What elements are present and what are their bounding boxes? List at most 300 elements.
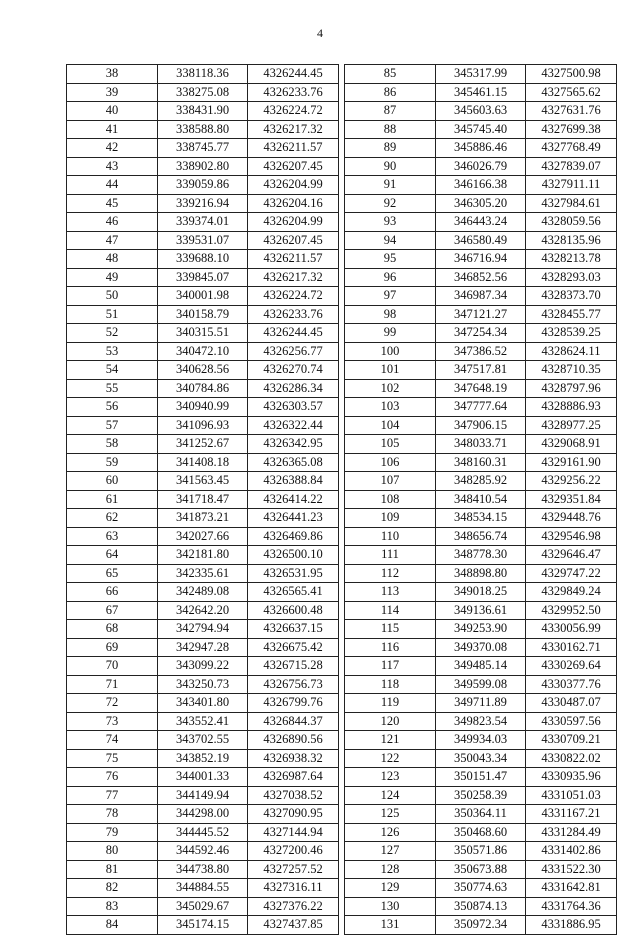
y-coordinate-cell: 4328539.25 <box>526 324 617 343</box>
y-coordinate-cell: 4328624.11 <box>526 342 617 361</box>
point-number-cell: 111 <box>345 546 436 565</box>
point-number-cell: 116 <box>345 638 436 657</box>
x-coordinate-cell: 341718.47 <box>158 490 248 509</box>
x-coordinate-cell: 350043.34 <box>436 749 526 768</box>
point-number-cell: 47 <box>67 231 158 250</box>
y-coordinate-cell: 4327911.11 <box>526 176 617 195</box>
table-row <box>345 601 617 620</box>
point-number-cell: 78 <box>67 805 158 824</box>
y-coordinate-cell: 4326204.99 <box>248 176 339 195</box>
y-coordinate-cell: 4329448.76 <box>526 509 617 528</box>
coordinate-tables <box>66 64 616 931</box>
x-coordinate-cell: 349485.14 <box>436 657 526 676</box>
x-coordinate-cell: 343552.41 <box>158 712 248 731</box>
point-number-cell: 100 <box>345 342 436 361</box>
point-number-cell: 53 <box>67 342 158 361</box>
x-coordinate-cell: 347386.52 <box>436 342 526 361</box>
x-coordinate-cell: 343250.73 <box>158 675 248 694</box>
x-coordinate-cell: 338902.80 <box>158 157 248 176</box>
x-coordinate-cell: 339374.01 <box>158 213 248 232</box>
y-coordinate-cell: 4331051.03 <box>526 786 617 805</box>
x-coordinate-cell: 350774.63 <box>436 879 526 898</box>
point-number-cell: 114 <box>345 601 436 620</box>
table-row <box>67 564 339 583</box>
y-coordinate-cell: 4326224.72 <box>248 102 339 121</box>
table-row <box>345 213 617 232</box>
table-row <box>67 638 339 657</box>
y-coordinate-cell: 4330162.71 <box>526 638 617 657</box>
y-coordinate-cell: 4326469.86 <box>248 527 339 546</box>
y-coordinate-cell: 4326365.08 <box>248 453 339 472</box>
table-row <box>67 823 339 842</box>
x-coordinate-cell: 348656.74 <box>436 527 526 546</box>
x-coordinate-cell: 345174.15 <box>158 916 248 935</box>
y-coordinate-cell: 4326890.56 <box>248 731 339 750</box>
x-coordinate-cell: 339688.10 <box>158 250 248 269</box>
x-coordinate-cell: 345029.67 <box>158 897 248 916</box>
table-row <box>345 324 617 343</box>
y-coordinate-cell: 4331522.30 <box>526 860 617 879</box>
y-coordinate-cell: 4331167.21 <box>526 805 617 824</box>
table-row <box>345 231 617 250</box>
x-coordinate-cell: 346987.34 <box>436 287 526 306</box>
x-coordinate-cell: 344884.55 <box>158 879 248 898</box>
x-coordinate-cell: 350364.11 <box>436 805 526 824</box>
y-coordinate-cell: 4326270.74 <box>248 361 339 380</box>
table-row <box>345 157 617 176</box>
table-row <box>67 620 339 639</box>
table-row <box>67 65 339 84</box>
x-coordinate-cell: 348285.92 <box>436 472 526 491</box>
x-coordinate-cell: 344592.46 <box>158 842 248 861</box>
table-row <box>67 657 339 676</box>
point-number-cell: 115 <box>345 620 436 639</box>
x-coordinate-cell: 338275.08 <box>158 83 248 102</box>
x-coordinate-cell: 349934.03 <box>436 731 526 750</box>
table-row <box>67 731 339 750</box>
x-coordinate-cell: 341096.93 <box>158 416 248 435</box>
y-coordinate-cell: 4326756.73 <box>248 675 339 694</box>
x-coordinate-cell: 341873.21 <box>158 509 248 528</box>
table-row <box>67 213 339 232</box>
point-number-cell: 102 <box>345 379 436 398</box>
table-row <box>345 897 617 916</box>
x-coordinate-cell: 346852.56 <box>436 268 526 287</box>
table-row <box>345 435 617 454</box>
x-coordinate-cell: 349253.90 <box>436 620 526 639</box>
x-coordinate-cell: 348898.80 <box>436 564 526 583</box>
point-number-cell: 110 <box>345 527 436 546</box>
y-coordinate-cell: 4328797.96 <box>526 379 617 398</box>
x-coordinate-cell: 346716.94 <box>436 250 526 269</box>
point-number-cell: 64 <box>67 546 158 565</box>
point-number-cell: 130 <box>345 897 436 916</box>
y-coordinate-cell: 4331284.49 <box>526 823 617 842</box>
table-row <box>67 527 339 546</box>
point-number-cell: 81 <box>67 860 158 879</box>
coordinates-table-right <box>344 64 617 935</box>
point-number-cell: 125 <box>345 805 436 824</box>
x-coordinate-cell: 345745.40 <box>436 120 526 139</box>
y-coordinate-cell: 4328213.78 <box>526 250 617 269</box>
table-row <box>345 379 617 398</box>
y-coordinate-cell: 4326207.45 <box>248 231 339 250</box>
table-row <box>67 786 339 805</box>
point-number-cell: 126 <box>345 823 436 842</box>
y-coordinate-cell: 4329068.91 <box>526 435 617 454</box>
y-coordinate-cell: 4326500.10 <box>248 546 339 565</box>
point-number-cell: 60 <box>67 472 158 491</box>
point-number-cell: 76 <box>67 768 158 787</box>
x-coordinate-cell: 341252.67 <box>158 435 248 454</box>
table-row <box>345 342 617 361</box>
table-row <box>67 768 339 787</box>
point-number-cell: 58 <box>67 435 158 454</box>
y-coordinate-cell: 4327437.85 <box>248 916 339 935</box>
table-row <box>345 268 617 287</box>
x-coordinate-cell: 349599.08 <box>436 675 526 694</box>
x-coordinate-cell: 342947.28 <box>158 638 248 657</box>
point-number-cell: 66 <box>67 583 158 602</box>
x-coordinate-cell: 346166.38 <box>436 176 526 195</box>
point-number-cell: 84 <box>67 916 158 935</box>
table-row <box>345 675 617 694</box>
y-coordinate-cell: 4326342.95 <box>248 435 339 454</box>
y-coordinate-cell: 4327200.46 <box>248 842 339 861</box>
x-coordinate-cell: 349018.25 <box>436 583 526 602</box>
y-coordinate-cell: 4328886.93 <box>526 398 617 417</box>
point-number-cell: 49 <box>67 268 158 287</box>
table-row <box>345 83 617 102</box>
table-row <box>345 176 617 195</box>
point-number-cell: 77 <box>67 786 158 805</box>
point-number-cell: 48 <box>67 250 158 269</box>
table-row <box>345 416 617 435</box>
point-number-cell: 82 <box>67 879 158 898</box>
x-coordinate-cell: 344445.52 <box>158 823 248 842</box>
y-coordinate-cell: 4330487.07 <box>526 694 617 713</box>
point-number-cell: 122 <box>345 749 436 768</box>
y-coordinate-cell: 4330269.64 <box>526 657 617 676</box>
y-coordinate-cell: 4327565.62 <box>526 83 617 102</box>
table-row <box>345 564 617 583</box>
point-number-cell: 92 <box>345 194 436 213</box>
point-number-cell: 90 <box>345 157 436 176</box>
y-coordinate-cell: 4326217.32 <box>248 120 339 139</box>
y-coordinate-cell: 4331402.86 <box>526 842 617 861</box>
point-number-cell: 75 <box>67 749 158 768</box>
y-coordinate-cell: 4327699.38 <box>526 120 617 139</box>
y-coordinate-cell: 4327257.52 <box>248 860 339 879</box>
table-row <box>345 731 617 750</box>
table-row <box>67 860 339 879</box>
table-row <box>67 324 339 343</box>
point-number-cell: 112 <box>345 564 436 583</box>
x-coordinate-cell: 343401.80 <box>158 694 248 713</box>
table-row <box>345 768 617 787</box>
page-number: 4 <box>317 26 323 40</box>
y-coordinate-cell: 4330935.96 <box>526 768 617 787</box>
point-number-cell: 68 <box>67 620 158 639</box>
point-number-cell: 118 <box>345 675 436 694</box>
x-coordinate-cell: 342335.61 <box>158 564 248 583</box>
table-row <box>345 305 617 324</box>
table-row <box>67 305 339 324</box>
table-row <box>67 546 339 565</box>
x-coordinate-cell: 339216.94 <box>158 194 248 213</box>
table-row <box>345 823 617 842</box>
coordinates-table-left <box>66 64 339 935</box>
point-number-cell: 97 <box>345 287 436 306</box>
point-number-cell: 113 <box>345 583 436 602</box>
point-number-cell: 103 <box>345 398 436 417</box>
y-coordinate-cell: 4327144.94 <box>248 823 339 842</box>
point-number-cell: 120 <box>345 712 436 731</box>
y-coordinate-cell: 4326388.84 <box>248 472 339 491</box>
y-coordinate-cell: 4326565.41 <box>248 583 339 602</box>
point-number-cell: 109 <box>345 509 436 528</box>
point-number-cell: 106 <box>345 453 436 472</box>
x-coordinate-cell: 350972.34 <box>436 916 526 935</box>
y-coordinate-cell: 4326207.45 <box>248 157 339 176</box>
y-coordinate-cell: 4326224.72 <box>248 287 339 306</box>
x-coordinate-cell: 348534.15 <box>436 509 526 528</box>
table-row <box>67 583 339 602</box>
table-row <box>345 250 617 269</box>
x-coordinate-cell: 343099.22 <box>158 657 248 676</box>
x-coordinate-cell: 344738.80 <box>158 860 248 879</box>
y-coordinate-cell: 4326322.44 <box>248 416 339 435</box>
point-number-cell: 67 <box>67 601 158 620</box>
point-number-cell: 57 <box>67 416 158 435</box>
y-coordinate-cell: 4329952.50 <box>526 601 617 620</box>
table-row <box>67 712 339 731</box>
point-number-cell: 124 <box>345 786 436 805</box>
x-coordinate-cell: 345461.15 <box>436 83 526 102</box>
y-coordinate-cell: 4329646.47 <box>526 546 617 565</box>
y-coordinate-cell: 4326286.34 <box>248 379 339 398</box>
x-coordinate-cell: 340158.79 <box>158 305 248 324</box>
y-coordinate-cell: 4329546.98 <box>526 527 617 546</box>
table-row <box>67 749 339 768</box>
x-coordinate-cell: 341408.18 <box>158 453 248 472</box>
point-number-cell: 50 <box>67 287 158 306</box>
point-number-cell: 56 <box>67 398 158 417</box>
table-row <box>67 139 339 158</box>
table-row <box>345 620 617 639</box>
y-coordinate-cell: 4330377.76 <box>526 675 617 694</box>
point-number-cell: 99 <box>345 324 436 343</box>
x-coordinate-cell: 342181.80 <box>158 546 248 565</box>
table-row <box>67 176 339 195</box>
x-coordinate-cell: 342642.20 <box>158 601 248 620</box>
table-row <box>345 860 617 879</box>
table-row <box>67 805 339 824</box>
y-coordinate-cell: 4326637.15 <box>248 620 339 639</box>
point-number-cell: 131 <box>345 916 436 935</box>
point-number-cell: 38 <box>67 65 158 84</box>
x-coordinate-cell: 340001.98 <box>158 287 248 306</box>
point-number-cell: 108 <box>345 490 436 509</box>
x-coordinate-cell: 345317.99 <box>436 65 526 84</box>
x-coordinate-cell: 340940.99 <box>158 398 248 417</box>
point-number-cell: 41 <box>67 120 158 139</box>
x-coordinate-cell: 347254.34 <box>436 324 526 343</box>
point-number-cell: 98 <box>345 305 436 324</box>
y-coordinate-cell: 4329747.22 <box>526 564 617 583</box>
y-coordinate-cell: 4326715.28 <box>248 657 339 676</box>
table-row <box>345 287 617 306</box>
x-coordinate-cell: 339845.07 <box>158 268 248 287</box>
table-row <box>345 139 617 158</box>
y-coordinate-cell: 4328373.70 <box>526 287 617 306</box>
point-number-cell: 43 <box>67 157 158 176</box>
y-coordinate-cell: 4327376.22 <box>248 897 339 916</box>
x-coordinate-cell: 338745.77 <box>158 139 248 158</box>
x-coordinate-cell: 349823.54 <box>436 712 526 731</box>
point-number-cell: 129 <box>345 879 436 898</box>
x-coordinate-cell: 347777.64 <box>436 398 526 417</box>
y-coordinate-cell: 4328710.35 <box>526 361 617 380</box>
table-row <box>345 749 617 768</box>
y-coordinate-cell: 4328135.96 <box>526 231 617 250</box>
table-row <box>67 453 339 472</box>
table-row <box>345 638 617 657</box>
y-coordinate-cell: 4327316.11 <box>248 879 339 898</box>
table-row <box>67 194 339 213</box>
x-coordinate-cell: 344298.00 <box>158 805 248 824</box>
point-number-cell: 54 <box>67 361 158 380</box>
point-number-cell: 52 <box>67 324 158 343</box>
point-number-cell: 96 <box>345 268 436 287</box>
table-row <box>345 102 617 121</box>
x-coordinate-cell: 346305.20 <box>436 194 526 213</box>
y-coordinate-cell: 4329256.22 <box>526 472 617 491</box>
x-coordinate-cell: 350874.13 <box>436 897 526 916</box>
point-number-cell: 73 <box>67 712 158 731</box>
y-coordinate-cell: 4327500.98 <box>526 65 617 84</box>
x-coordinate-cell: 344001.33 <box>158 768 248 787</box>
table-row <box>67 490 339 509</box>
point-number-cell: 45 <box>67 194 158 213</box>
point-number-cell: 72 <box>67 694 158 713</box>
y-coordinate-cell: 4326211.57 <box>248 250 339 269</box>
x-coordinate-cell: 339531.07 <box>158 231 248 250</box>
y-coordinate-cell: 4327038.52 <box>248 786 339 805</box>
table-row <box>67 398 339 417</box>
y-coordinate-cell: 4330597.56 <box>526 712 617 731</box>
table-row <box>67 268 339 287</box>
y-coordinate-cell: 4327984.61 <box>526 194 617 213</box>
y-coordinate-cell: 4326233.76 <box>248 83 339 102</box>
x-coordinate-cell: 344149.94 <box>158 786 248 805</box>
table-row <box>67 879 339 898</box>
y-coordinate-cell: 4326441.23 <box>248 509 339 528</box>
table-row <box>67 157 339 176</box>
table-row <box>345 712 617 731</box>
point-number-cell: 63 <box>67 527 158 546</box>
table-row <box>345 546 617 565</box>
y-coordinate-cell: 4330709.21 <box>526 731 617 750</box>
x-coordinate-cell: 343852.19 <box>158 749 248 768</box>
y-coordinate-cell: 4326303.57 <box>248 398 339 417</box>
point-number-cell: 83 <box>67 897 158 916</box>
x-coordinate-cell: 346026.79 <box>436 157 526 176</box>
y-coordinate-cell: 4326217.32 <box>248 268 339 287</box>
x-coordinate-cell: 346580.49 <box>436 231 526 250</box>
table-row <box>67 675 339 694</box>
y-coordinate-cell: 4326799.76 <box>248 694 339 713</box>
y-coordinate-cell: 4327631.76 <box>526 102 617 121</box>
x-coordinate-cell: 342794.94 <box>158 620 248 639</box>
point-number-cell: 85 <box>345 65 436 84</box>
table-row <box>67 435 339 454</box>
point-number-cell: 79 <box>67 823 158 842</box>
point-number-cell: 71 <box>67 675 158 694</box>
point-number-cell: 39 <box>67 83 158 102</box>
table-row <box>345 361 617 380</box>
x-coordinate-cell: 338588.80 <box>158 120 248 139</box>
y-coordinate-cell: 4327768.49 <box>526 139 617 158</box>
point-number-cell: 123 <box>345 768 436 787</box>
x-coordinate-cell: 348778.30 <box>436 546 526 565</box>
point-number-cell: 69 <box>67 638 158 657</box>
x-coordinate-cell: 338118.36 <box>158 65 248 84</box>
table-row <box>345 120 617 139</box>
x-coordinate-cell: 340628.56 <box>158 361 248 380</box>
point-number-cell: 74 <box>67 731 158 750</box>
table-row <box>67 120 339 139</box>
y-coordinate-cell: 4326211.57 <box>248 139 339 158</box>
y-coordinate-cell: 4326204.99 <box>248 213 339 232</box>
point-number-cell: 51 <box>67 305 158 324</box>
point-number-cell: 40 <box>67 102 158 121</box>
table-row <box>345 805 617 824</box>
table-row <box>67 916 339 935</box>
table-row <box>67 342 339 361</box>
point-number-cell: 55 <box>67 379 158 398</box>
point-number-cell: 95 <box>345 250 436 269</box>
y-coordinate-cell: 4328455.77 <box>526 305 617 324</box>
x-coordinate-cell: 350468.60 <box>436 823 526 842</box>
table-row <box>345 65 617 84</box>
point-number-cell: 87 <box>345 102 436 121</box>
x-coordinate-cell: 350258.39 <box>436 786 526 805</box>
point-number-cell: 42 <box>67 139 158 158</box>
table-row <box>345 694 617 713</box>
table-row <box>67 361 339 380</box>
y-coordinate-cell: 4327090.95 <box>248 805 339 824</box>
y-coordinate-cell: 4326414.22 <box>248 490 339 509</box>
y-coordinate-cell: 4326256.77 <box>248 342 339 361</box>
y-coordinate-cell: 4329849.24 <box>526 583 617 602</box>
y-coordinate-cell: 4331642.81 <box>526 879 617 898</box>
table-row <box>67 231 339 250</box>
point-number-cell: 119 <box>345 694 436 713</box>
point-number-cell: 91 <box>345 176 436 195</box>
table-row <box>345 398 617 417</box>
x-coordinate-cell: 339059.86 <box>158 176 248 195</box>
y-coordinate-cell: 4331886.95 <box>526 916 617 935</box>
x-coordinate-cell: 340315.51 <box>158 324 248 343</box>
point-number-cell: 62 <box>67 509 158 528</box>
table-row <box>345 509 617 528</box>
y-coordinate-cell: 4326938.32 <box>248 749 339 768</box>
x-coordinate-cell: 342489.08 <box>158 583 248 602</box>
table-row <box>67 416 339 435</box>
table-row <box>345 786 617 805</box>
table-row <box>67 472 339 491</box>
